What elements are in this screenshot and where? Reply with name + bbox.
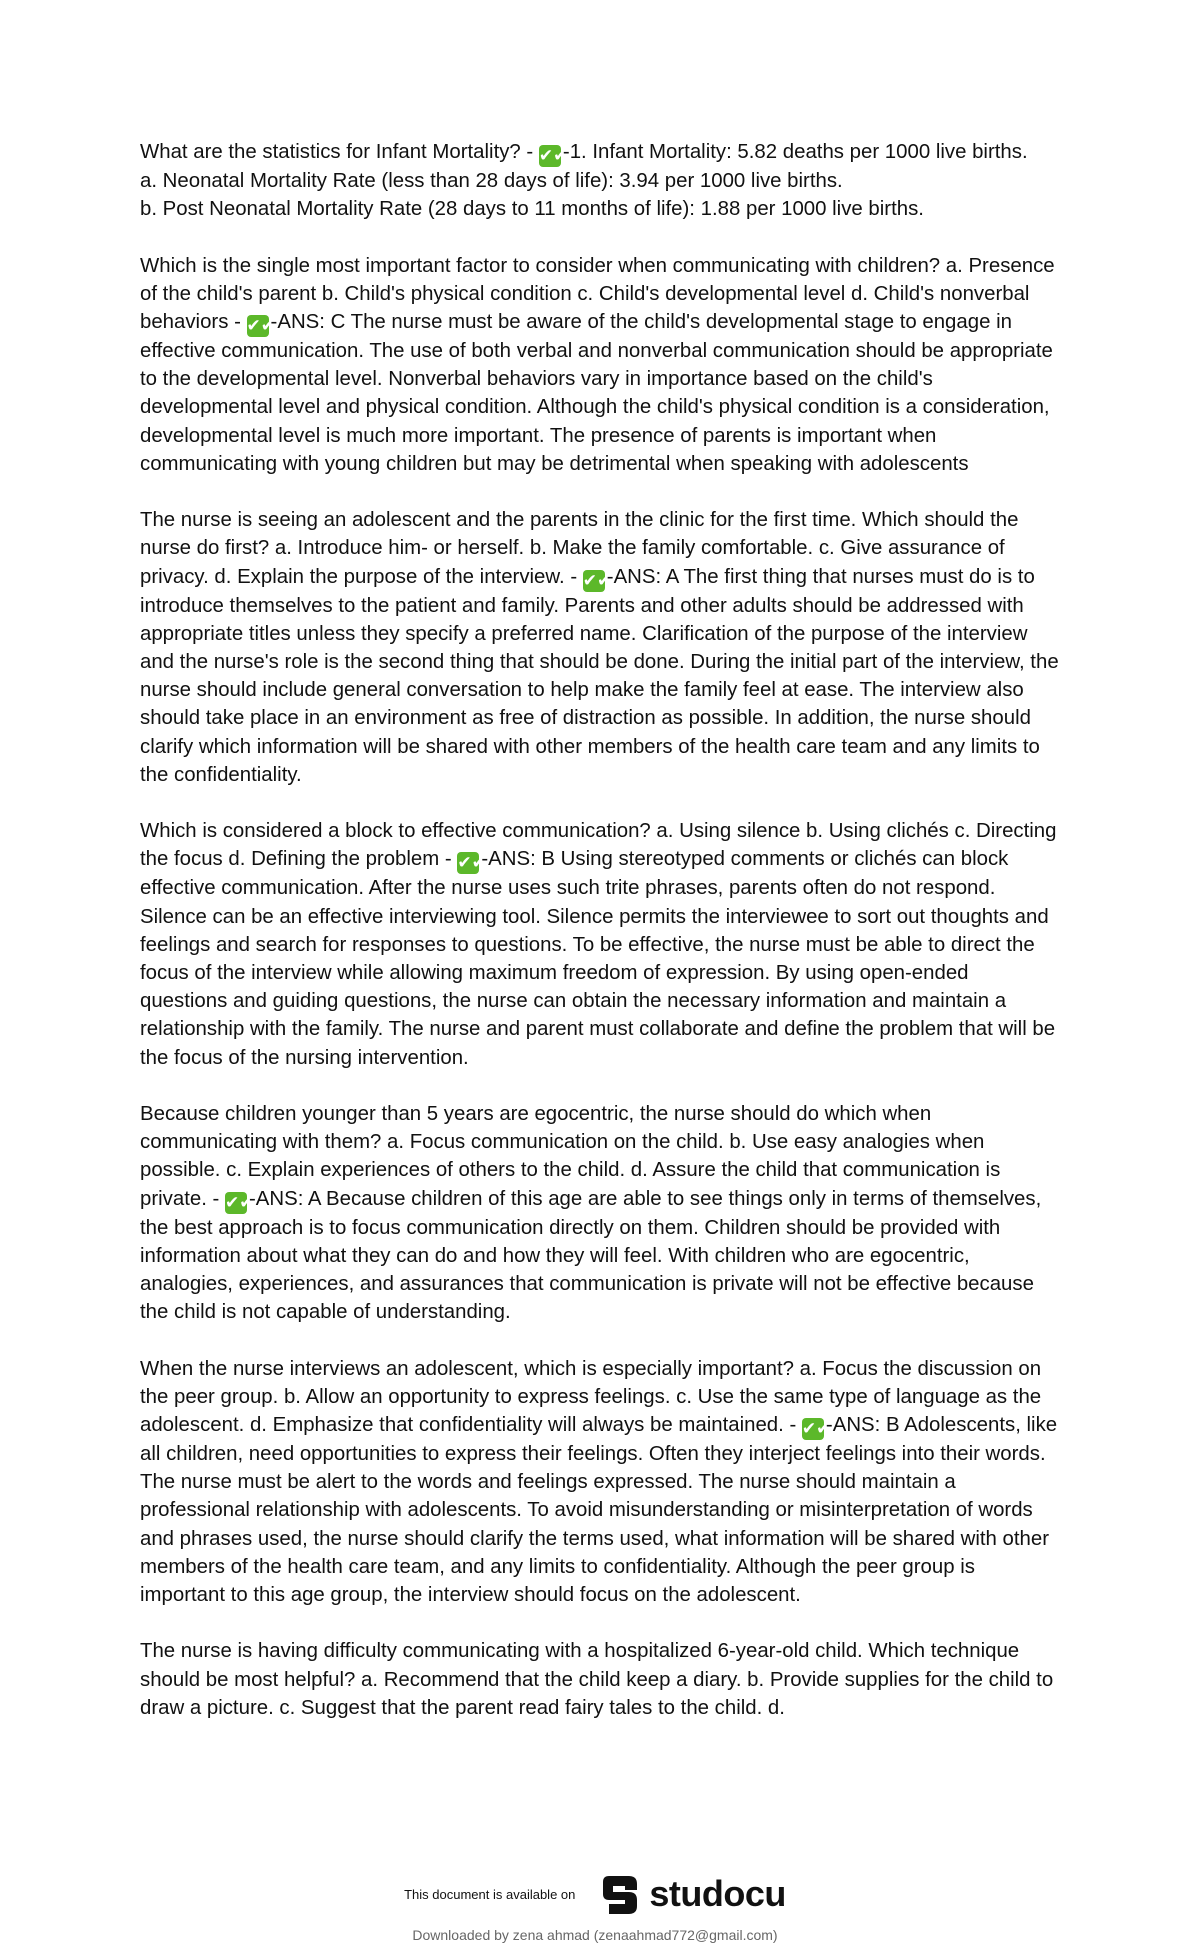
document-body — [140, 138, 1060, 1750]
studocu-logo[interactable] — [599, 1872, 786, 1916]
check-mark-icon: ✔✔ — [246, 316, 276, 336]
availability-banner — [0, 1872, 1190, 1916]
question-text: The nurse is seeing an adolescent and the parents in the clinic for the first time. Which should the nurse do first? a. Introduce him- or herself. b. Make the family comfortable. c. Give assurance of privacy. d. Explain the purpose of the interview. - — [140, 509, 1019, 588]
text-line: b. Post Neonatal Mortality Rate (28 days to 11 months of life): 1.88 per 1000 live births. — [140, 198, 924, 221]
answer-text: -ANS: A The first thing that nurses must do is to introduce themselves to the patient and family. Parents and other adults should be addressed with appropriate titles unless they specify a preferred name. Clarification of the purpose of the interview and the nurse's role is the second thing that should be done. During the initial part of the interview, the nurse should include general conversation to help make the family feel at ease. The interview also should take place in an environment as free of distraction as possible. In addition, the nurse should clarify which information will be shared with other members of the health care team and any limits to the confidentiality. — [140, 565, 1059, 786]
question-paragraph-7 — [140, 1637, 1060, 1722]
question-paragraph-1 — [140, 138, 1060, 223]
studocu-wordmark: studocu — [649, 1873, 786, 1914]
studocu-logo-icon — [599, 1872, 643, 1916]
check-mark-icon: ✔✔ — [582, 570, 612, 591]
question-text: The nurse is having difficulty communicating with a hospitalized 6-year-old child. Which technique should be most helpful? a. Recommend that the child keep a diary. b. Provide supplies for the child to draw a picture. c. Suggest that the parent read fairy tales to the child. d. — [140, 1640, 1054, 1719]
download-attribution: Downloaded by zena ahmad (zenaahmad772@gmail.com) — [412, 1927, 778, 1943]
check-mark-icon: ✔✔ — [538, 146, 568, 166]
question-text: Which is considered a block to effective communication? a. Using silence b. Using clichés c. Directing the focus d. Defining the problem - — [140, 820, 1057, 871]
question-paragraph-2 — [140, 252, 1060, 478]
check-mark-icon: ✔✔ — [225, 1192, 254, 1213]
studocu-footer — [0, 1872, 1190, 1916]
text-line: a. Neonatal Mortality Rate (less than 28 days of life): 3.94 per 1000 live births. — [140, 170, 843, 192]
question-text: When the nurse interviews an adolescent, which is especially important? a. Focus the discussion on the peer group. b. Allow an opportunity to express feelings. c. Use the same type of language as the adolescent. d. Emphasize that confidentiality will always be maintained. - — [140, 1357, 1042, 1437]
question-text: Because children younger than 5 years are egocentric, the nurse should do which when communicating with them? a. Focus communication on the child. b. Use easy analogies when possible. c. Explain experiences of others to the child. d. Assure the child that communication is private. - — [140, 1103, 1001, 1210]
question-paragraph-3 — [140, 506, 1060, 789]
question-paragraph-5 — [140, 1100, 1060, 1326]
question-paragraph-6 — [140, 1355, 1060, 1610]
check-mark-icon: ✔✔ — [457, 853, 486, 874]
question-text: Which is the single most important factor to consider when communicating with children? a. Presence of the child's parent b. Child's physical condition c. Child's developmental level d. Child's nonverbal behaviors - — [140, 254, 1055, 333]
answer-text: -ANS: A Because children of this age are able to see things only in terms of themselves, the best approach is to focus communication directly on them. Children should be provided with information about what they can do and how they will feel. With children who are egocentric, analogies, experiences, and assurances that communication is private will not be effective because the child is not capable of understanding. — [140, 1187, 1042, 1324]
text-segment: What are the statistics for Infant Mortality? - — [140, 141, 539, 163]
check-mark-icon: ✔✔ — [801, 1419, 831, 1440]
question-paragraph-4 — [140, 817, 1060, 1072]
answer-text: -ANS: C The nurse must be aware of the child's developmental stage to engage in effective communication. The use of both verbal and nonverbal communication should be appropriate to the developmental level. Nonverbal behaviors vary in importance based on the child's developmental level and physical condition. Although the child's physical condition is a consideration, developmental level is much more important. The presence of parents is important when communicating with young children but may be detrimental when speaking with adolescents — [140, 311, 1053, 475]
answer-text: -ANS: B Adolescents, like all children, need opportunities to express their feelings. Often they interject feelings into their words. The nurse must be alert to the words and feelings expressed. The nurse should maintain a professional relationship with adolescents. To avoid misunderstanding or misinterpretation of words and phrases used, the nurse should clarify the terms used, what information will be shared with other members of the health care team, and any limits to confidentiality. Although the peer group is important to this age group, the interview should focus on the adolescent. — [140, 1414, 1058, 1607]
available-on-text: This document is available on — [404, 1886, 576, 1902]
answer-text: -ANS: B Using stereotyped comments or clichés can block effective communication. After the nurse uses such trite phrases, parents often do not respond. Silence can be an effective interviewing tool. Silence permits the interviewee to sort out thoughts and feelings and search for responses to questions. To be effective, the nurse must be able to direct the focus of the interview while allowing maximum freedom of expression. By using open-ended questions and guiding questions, the nurse can obtain the necessary information and maintain a relationship with the family. The nurse and parent must collaborate and define the problem that will be the focus of the nursing intervention. — [140, 848, 1056, 1069]
text-segment: -1. Infant Mortality: 5.82 deaths per 1000 live births. — [562, 141, 1028, 163]
